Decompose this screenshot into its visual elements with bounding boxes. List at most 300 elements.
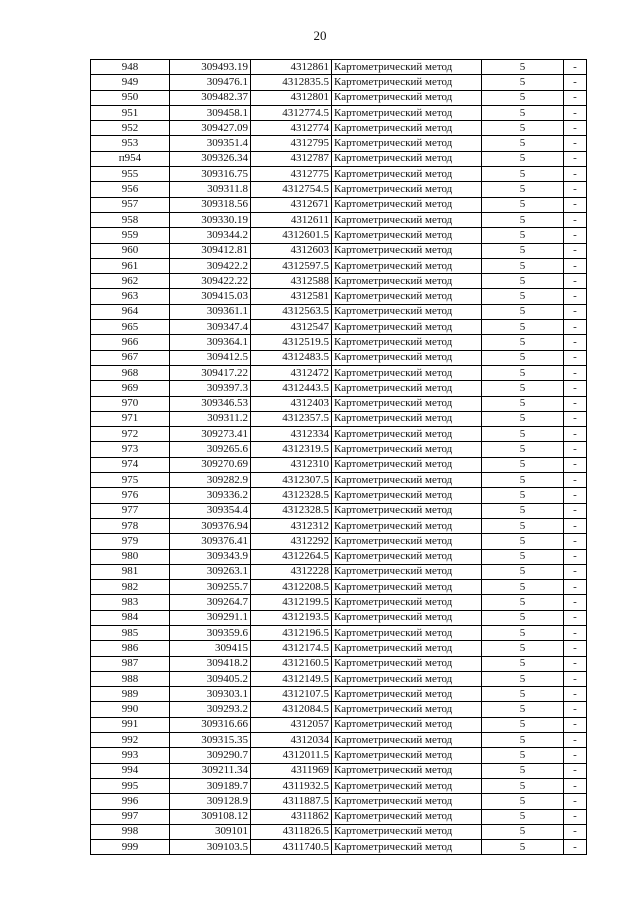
x-coordinate-cell: 309344.2 [170,228,251,243]
table-row [91,671,587,686]
x-coordinate-cell: 309493.19 [170,60,251,75]
y-coordinate-cell: 4312774.5 [251,105,332,120]
accuracy-cell: 5 [482,182,564,197]
note-cell: - [564,90,587,105]
note-cell: - [564,564,587,579]
x-coordinate-cell: 309458.1 [170,105,251,120]
y-coordinate-cell: 4312581 [251,289,332,304]
y-coordinate-cell: 4312328.5 [251,488,332,503]
accuracy-cell: 5 [482,105,564,120]
x-coordinate-cell: 309376.94 [170,518,251,533]
accuracy-cell: 5 [482,197,564,212]
method-cell: Картометрический метод [332,90,482,105]
x-coordinate-cell: 309476.1 [170,75,251,90]
y-coordinate-cell: 4312774 [251,121,332,136]
x-coordinate-cell: 309189.7 [170,778,251,793]
point-number-cell: 973 [91,442,170,457]
table-row [91,702,587,717]
accuracy-cell: 5 [482,580,564,595]
x-coordinate-cell: 309418.2 [170,656,251,671]
coordinates-table [90,59,587,855]
y-coordinate-cell: 4312601.5 [251,228,332,243]
accuracy-cell: 5 [482,365,564,380]
point-number-cell: 995 [91,778,170,793]
table-row [91,228,587,243]
note-cell: - [564,136,587,151]
x-coordinate-cell: 309397.3 [170,381,251,396]
point-number-cell: 985 [91,625,170,640]
y-coordinate-cell: 4312357.5 [251,411,332,426]
y-coordinate-cell: 4312057 [251,717,332,732]
accuracy-cell: 5 [482,564,564,579]
method-cell: Картометрический метод [332,518,482,533]
table-row [91,580,587,595]
method-cell: Картометрический метод [332,564,482,579]
method-cell: Картометрический метод [332,136,482,151]
method-cell: Картометрический метод [332,182,482,197]
y-coordinate-cell: 4312292 [251,534,332,549]
method-cell: Картометрический метод [332,212,482,227]
point-number-cell: 950 [91,90,170,105]
point-number-cell: 976 [91,488,170,503]
note-cell: - [564,534,587,549]
point-number-cell: 983 [91,595,170,610]
method-cell: Картометрический метод [332,258,482,273]
table-row [91,335,587,350]
method-cell: Картометрический метод [332,534,482,549]
x-coordinate-cell: 309482.37 [170,90,251,105]
method-cell: Картометрический метод [332,151,482,166]
point-number-cell: 999 [91,840,170,855]
method-cell: Картометрический метод [332,549,482,564]
point-number-cell: 996 [91,794,170,809]
table-row [91,763,587,778]
method-cell: Картометрический метод [332,840,482,855]
table-row [91,304,587,319]
method-cell: Картометрический метод [332,60,482,75]
note-cell: - [564,411,587,426]
table-row [91,105,587,120]
x-coordinate-cell: 309415 [170,641,251,656]
point-number-cell: 949 [91,75,170,90]
accuracy-cell: 5 [482,274,564,289]
point-number-cell: 992 [91,733,170,748]
table-row [91,411,587,426]
y-coordinate-cell: 4312795 [251,136,332,151]
method-cell: Картометрический метод [332,365,482,380]
accuracy-cell: 5 [482,595,564,610]
accuracy-cell: 5 [482,90,564,105]
y-coordinate-cell: 4312519.5 [251,335,332,350]
table-row [91,534,587,549]
note-cell: - [564,824,587,839]
accuracy-cell: 5 [482,381,564,396]
y-coordinate-cell: 4312310 [251,457,332,472]
accuracy-cell: 5 [482,396,564,411]
note-cell: - [564,289,587,304]
table-row [91,274,587,289]
x-coordinate-cell: 309316.75 [170,167,251,182]
point-number-cell: 948 [91,60,170,75]
note-cell: - [564,625,587,640]
y-coordinate-cell: 4312149.5 [251,671,332,686]
x-coordinate-cell: 309326.34 [170,151,251,166]
table-row [91,90,587,105]
x-coordinate-cell: 309364.1 [170,335,251,350]
accuracy-cell: 5 [482,702,564,717]
note-cell: - [564,365,587,380]
table-row [91,167,587,182]
table-row [91,641,587,656]
note-cell: - [564,75,587,90]
x-coordinate-cell: 309412.5 [170,350,251,365]
table-row [91,320,587,335]
x-coordinate-cell: 309422.22 [170,274,251,289]
method-cell: Картометрический метод [332,381,482,396]
table-row [91,656,587,671]
x-coordinate-cell: 309101 [170,824,251,839]
y-coordinate-cell: 4311932.5 [251,778,332,793]
accuracy-cell: 5 [482,167,564,182]
method-cell: Картометрический метод [332,671,482,686]
point-number-cell: 977 [91,503,170,518]
point-number-cell: 964 [91,304,170,319]
accuracy-cell: 5 [482,824,564,839]
method-cell: Картометрический метод [332,289,482,304]
y-coordinate-cell: 4312328.5 [251,503,332,518]
y-coordinate-cell: 4312034 [251,733,332,748]
accuracy-cell: 5 [482,656,564,671]
x-coordinate-cell: 309311.8 [170,182,251,197]
y-coordinate-cell: 4312861 [251,60,332,75]
note-cell: - [564,595,587,610]
y-coordinate-cell: 4311887.5 [251,794,332,809]
accuracy-cell: 5 [482,457,564,472]
note-cell: - [564,641,587,656]
x-coordinate-cell: 309415.03 [170,289,251,304]
accuracy-cell: 5 [482,610,564,625]
note-cell: - [564,809,587,824]
point-number-cell: 952 [91,121,170,136]
note-cell: - [564,151,587,166]
y-coordinate-cell: 4312597.5 [251,258,332,273]
method-cell: Картометрический метод [332,733,482,748]
note-cell: - [564,442,587,457]
method-cell: Картометрический метод [332,595,482,610]
y-coordinate-cell: 4312334 [251,427,332,442]
point-number-cell: 970 [91,396,170,411]
table-row [91,778,587,793]
table-row [91,136,587,151]
x-coordinate-cell: 309354.4 [170,503,251,518]
accuracy-cell: 5 [482,763,564,778]
x-coordinate-cell: 309405.2 [170,671,251,686]
table-row [91,121,587,136]
accuracy-cell: 5 [482,75,564,90]
accuracy-cell: 5 [482,136,564,151]
note-cell: - [564,794,587,809]
table-row [91,427,587,442]
method-cell: Картометрический метод [332,580,482,595]
y-coordinate-cell: 4312563.5 [251,304,332,319]
accuracy-cell: 5 [482,151,564,166]
note-cell: - [564,610,587,625]
table-row [91,473,587,488]
y-coordinate-cell: 4312835.5 [251,75,332,90]
x-coordinate-cell: 309303.1 [170,687,251,702]
accuracy-cell: 5 [482,625,564,640]
method-cell: Картометрический метод [332,75,482,90]
x-coordinate-cell: 309270.69 [170,457,251,472]
accuracy-cell: 5 [482,748,564,763]
method-cell: Картометрический метод [332,243,482,258]
accuracy-cell: 5 [482,289,564,304]
x-coordinate-cell: 309103.5 [170,840,251,855]
x-coordinate-cell: 309351.4 [170,136,251,151]
note-cell: - [564,243,587,258]
note-cell: - [564,671,587,686]
note-cell: - [564,687,587,702]
accuracy-cell: 5 [482,503,564,518]
x-coordinate-cell: 309293.2 [170,702,251,717]
y-coordinate-cell: 4311969 [251,763,332,778]
x-coordinate-cell: 309128.9 [170,794,251,809]
note-cell: - [564,228,587,243]
y-coordinate-cell: 4312611 [251,212,332,227]
y-coordinate-cell: 4312208.5 [251,580,332,595]
method-cell: Картометрический метод [332,427,482,442]
x-coordinate-cell: 309359.6 [170,625,251,640]
method-cell: Картометрический метод [332,687,482,702]
table-row [91,396,587,411]
note-cell: - [564,121,587,136]
x-coordinate-cell: 309336.2 [170,488,251,503]
point-number-cell: 974 [91,457,170,472]
table-row [91,809,587,824]
table-row [91,258,587,273]
note-cell: - [564,182,587,197]
accuracy-cell: 5 [482,717,564,732]
y-coordinate-cell: 4312787 [251,151,332,166]
point-number-cell: 957 [91,197,170,212]
y-coordinate-cell: 4312174.5 [251,641,332,656]
note-cell: - [564,457,587,472]
point-number-cell: 986 [91,641,170,656]
y-coordinate-cell: 4312603 [251,243,332,258]
x-coordinate-cell: 309255.7 [170,580,251,595]
point-number-cell: 972 [91,427,170,442]
method-cell: Картометрический метод [332,121,482,136]
accuracy-cell: 5 [482,258,564,273]
note-cell: - [564,60,587,75]
accuracy-cell: 5 [482,733,564,748]
table-row [91,488,587,503]
x-coordinate-cell: 309315.35 [170,733,251,748]
table-row [91,197,587,212]
table-row [91,687,587,702]
method-cell: Картометрический метод [332,702,482,717]
point-number-cell: п954 [91,151,170,166]
method-cell: Картометрический метод [332,625,482,640]
accuracy-cell: 5 [482,794,564,809]
accuracy-cell: 5 [482,60,564,75]
table-row [91,733,587,748]
y-coordinate-cell: 4312775 [251,167,332,182]
note-cell: - [564,320,587,335]
accuracy-cell: 5 [482,488,564,503]
accuracy-cell: 5 [482,228,564,243]
accuracy-cell: 5 [482,320,564,335]
note-cell: - [564,656,587,671]
x-coordinate-cell: 309427.09 [170,121,251,136]
method-cell: Картометрический метод [332,197,482,212]
note-cell: - [564,733,587,748]
point-number-cell: 951 [91,105,170,120]
y-coordinate-cell: 4312228 [251,564,332,579]
x-coordinate-cell: 309417.22 [170,365,251,380]
point-number-cell: 955 [91,167,170,182]
accuracy-cell: 5 [482,534,564,549]
x-coordinate-cell: 309361.1 [170,304,251,319]
note-cell: - [564,335,587,350]
note-cell: - [564,258,587,273]
y-coordinate-cell: 4312754.5 [251,182,332,197]
method-cell: Картометрический метод [332,809,482,824]
y-coordinate-cell: 4312588 [251,274,332,289]
method-cell: Картометрический метод [332,457,482,472]
x-coordinate-cell: 309316.66 [170,717,251,732]
y-coordinate-cell: 4312196.5 [251,625,332,640]
method-cell: Картометрический метод [332,335,482,350]
note-cell: - [564,350,587,365]
x-coordinate-cell: 309343.9 [170,549,251,564]
table-row [91,840,587,855]
method-cell: Картометрический метод [332,228,482,243]
accuracy-cell: 5 [482,473,564,488]
accuracy-cell: 5 [482,518,564,533]
table-row [91,212,587,227]
note-cell: - [564,488,587,503]
y-coordinate-cell: 4312107.5 [251,687,332,702]
table-row [91,625,587,640]
point-number-cell: 963 [91,289,170,304]
accuracy-cell: 5 [482,687,564,702]
y-coordinate-cell: 4312193.5 [251,610,332,625]
accuracy-cell: 5 [482,442,564,457]
point-number-cell: 960 [91,243,170,258]
method-cell: Картометрический метод [332,105,482,120]
table-row [91,748,587,763]
point-number-cell: 953 [91,136,170,151]
point-number-cell: 956 [91,182,170,197]
note-cell: - [564,518,587,533]
point-number-cell: 966 [91,335,170,350]
table-row [91,442,587,457]
x-coordinate-cell: 309263.1 [170,564,251,579]
method-cell: Картометрический метод [332,824,482,839]
y-coordinate-cell: 4312671 [251,197,332,212]
note-cell: - [564,473,587,488]
point-number-cell: 981 [91,564,170,579]
note-cell: - [564,274,587,289]
y-coordinate-cell: 4312483.5 [251,350,332,365]
table-row [91,60,587,75]
point-number-cell: 961 [91,258,170,273]
method-cell: Картометрический метод [332,778,482,793]
method-cell: Картометрический метод [332,641,482,656]
x-coordinate-cell: 309282.9 [170,473,251,488]
table-row [91,289,587,304]
page-number: 20 [313,28,327,43]
note-cell: - [564,840,587,855]
x-coordinate-cell: 309412.81 [170,243,251,258]
y-coordinate-cell: 4312160.5 [251,656,332,671]
method-cell: Картометрический метод [332,488,482,503]
x-coordinate-cell: 309422.2 [170,258,251,273]
accuracy-cell: 5 [482,212,564,227]
x-coordinate-cell: 309290.7 [170,748,251,763]
table-row [91,610,587,625]
point-number-cell: 994 [91,763,170,778]
y-coordinate-cell: 4312084.5 [251,702,332,717]
accuracy-cell: 5 [482,411,564,426]
method-cell: Картометрический метод [332,503,482,518]
table-row [91,595,587,610]
point-number-cell: 969 [91,381,170,396]
x-coordinate-cell: 309211.34 [170,763,251,778]
point-number-cell: 975 [91,473,170,488]
table-row [91,794,587,809]
table-row [91,75,587,90]
y-coordinate-cell: 4312264.5 [251,549,332,564]
accuracy-cell: 5 [482,549,564,564]
y-coordinate-cell: 4312312 [251,518,332,533]
accuracy-cell: 5 [482,427,564,442]
accuracy-cell: 5 [482,641,564,656]
table-row [91,503,587,518]
method-cell: Картометрический метод [332,473,482,488]
note-cell: - [564,381,587,396]
table-row [91,564,587,579]
accuracy-cell: 5 [482,809,564,824]
point-number-cell: 982 [91,580,170,595]
point-number-cell: 988 [91,671,170,686]
coordinates-table-body [91,60,587,855]
x-coordinate-cell: 309273.41 [170,427,251,442]
note-cell: - [564,549,587,564]
table-row [91,457,587,472]
method-cell: Картометрический метод [332,350,482,365]
method-cell: Картометрический метод [332,304,482,319]
y-coordinate-cell: 4311862 [251,809,332,824]
method-cell: Картометрический метод [332,167,482,182]
method-cell: Картометрический метод [332,794,482,809]
point-number-cell: 993 [91,748,170,763]
point-number-cell: 997 [91,809,170,824]
note-cell: - [564,763,587,778]
note-cell: - [564,396,587,411]
method-cell: Картометрический метод [332,442,482,457]
y-coordinate-cell: 4312443.5 [251,381,332,396]
accuracy-cell: 5 [482,243,564,258]
note-cell: - [564,212,587,227]
table-row [91,549,587,564]
x-coordinate-cell: 309346.53 [170,396,251,411]
note-cell: - [564,197,587,212]
method-cell: Картометрический метод [332,396,482,411]
x-coordinate-cell: 309291.1 [170,610,251,625]
accuracy-cell: 5 [482,671,564,686]
